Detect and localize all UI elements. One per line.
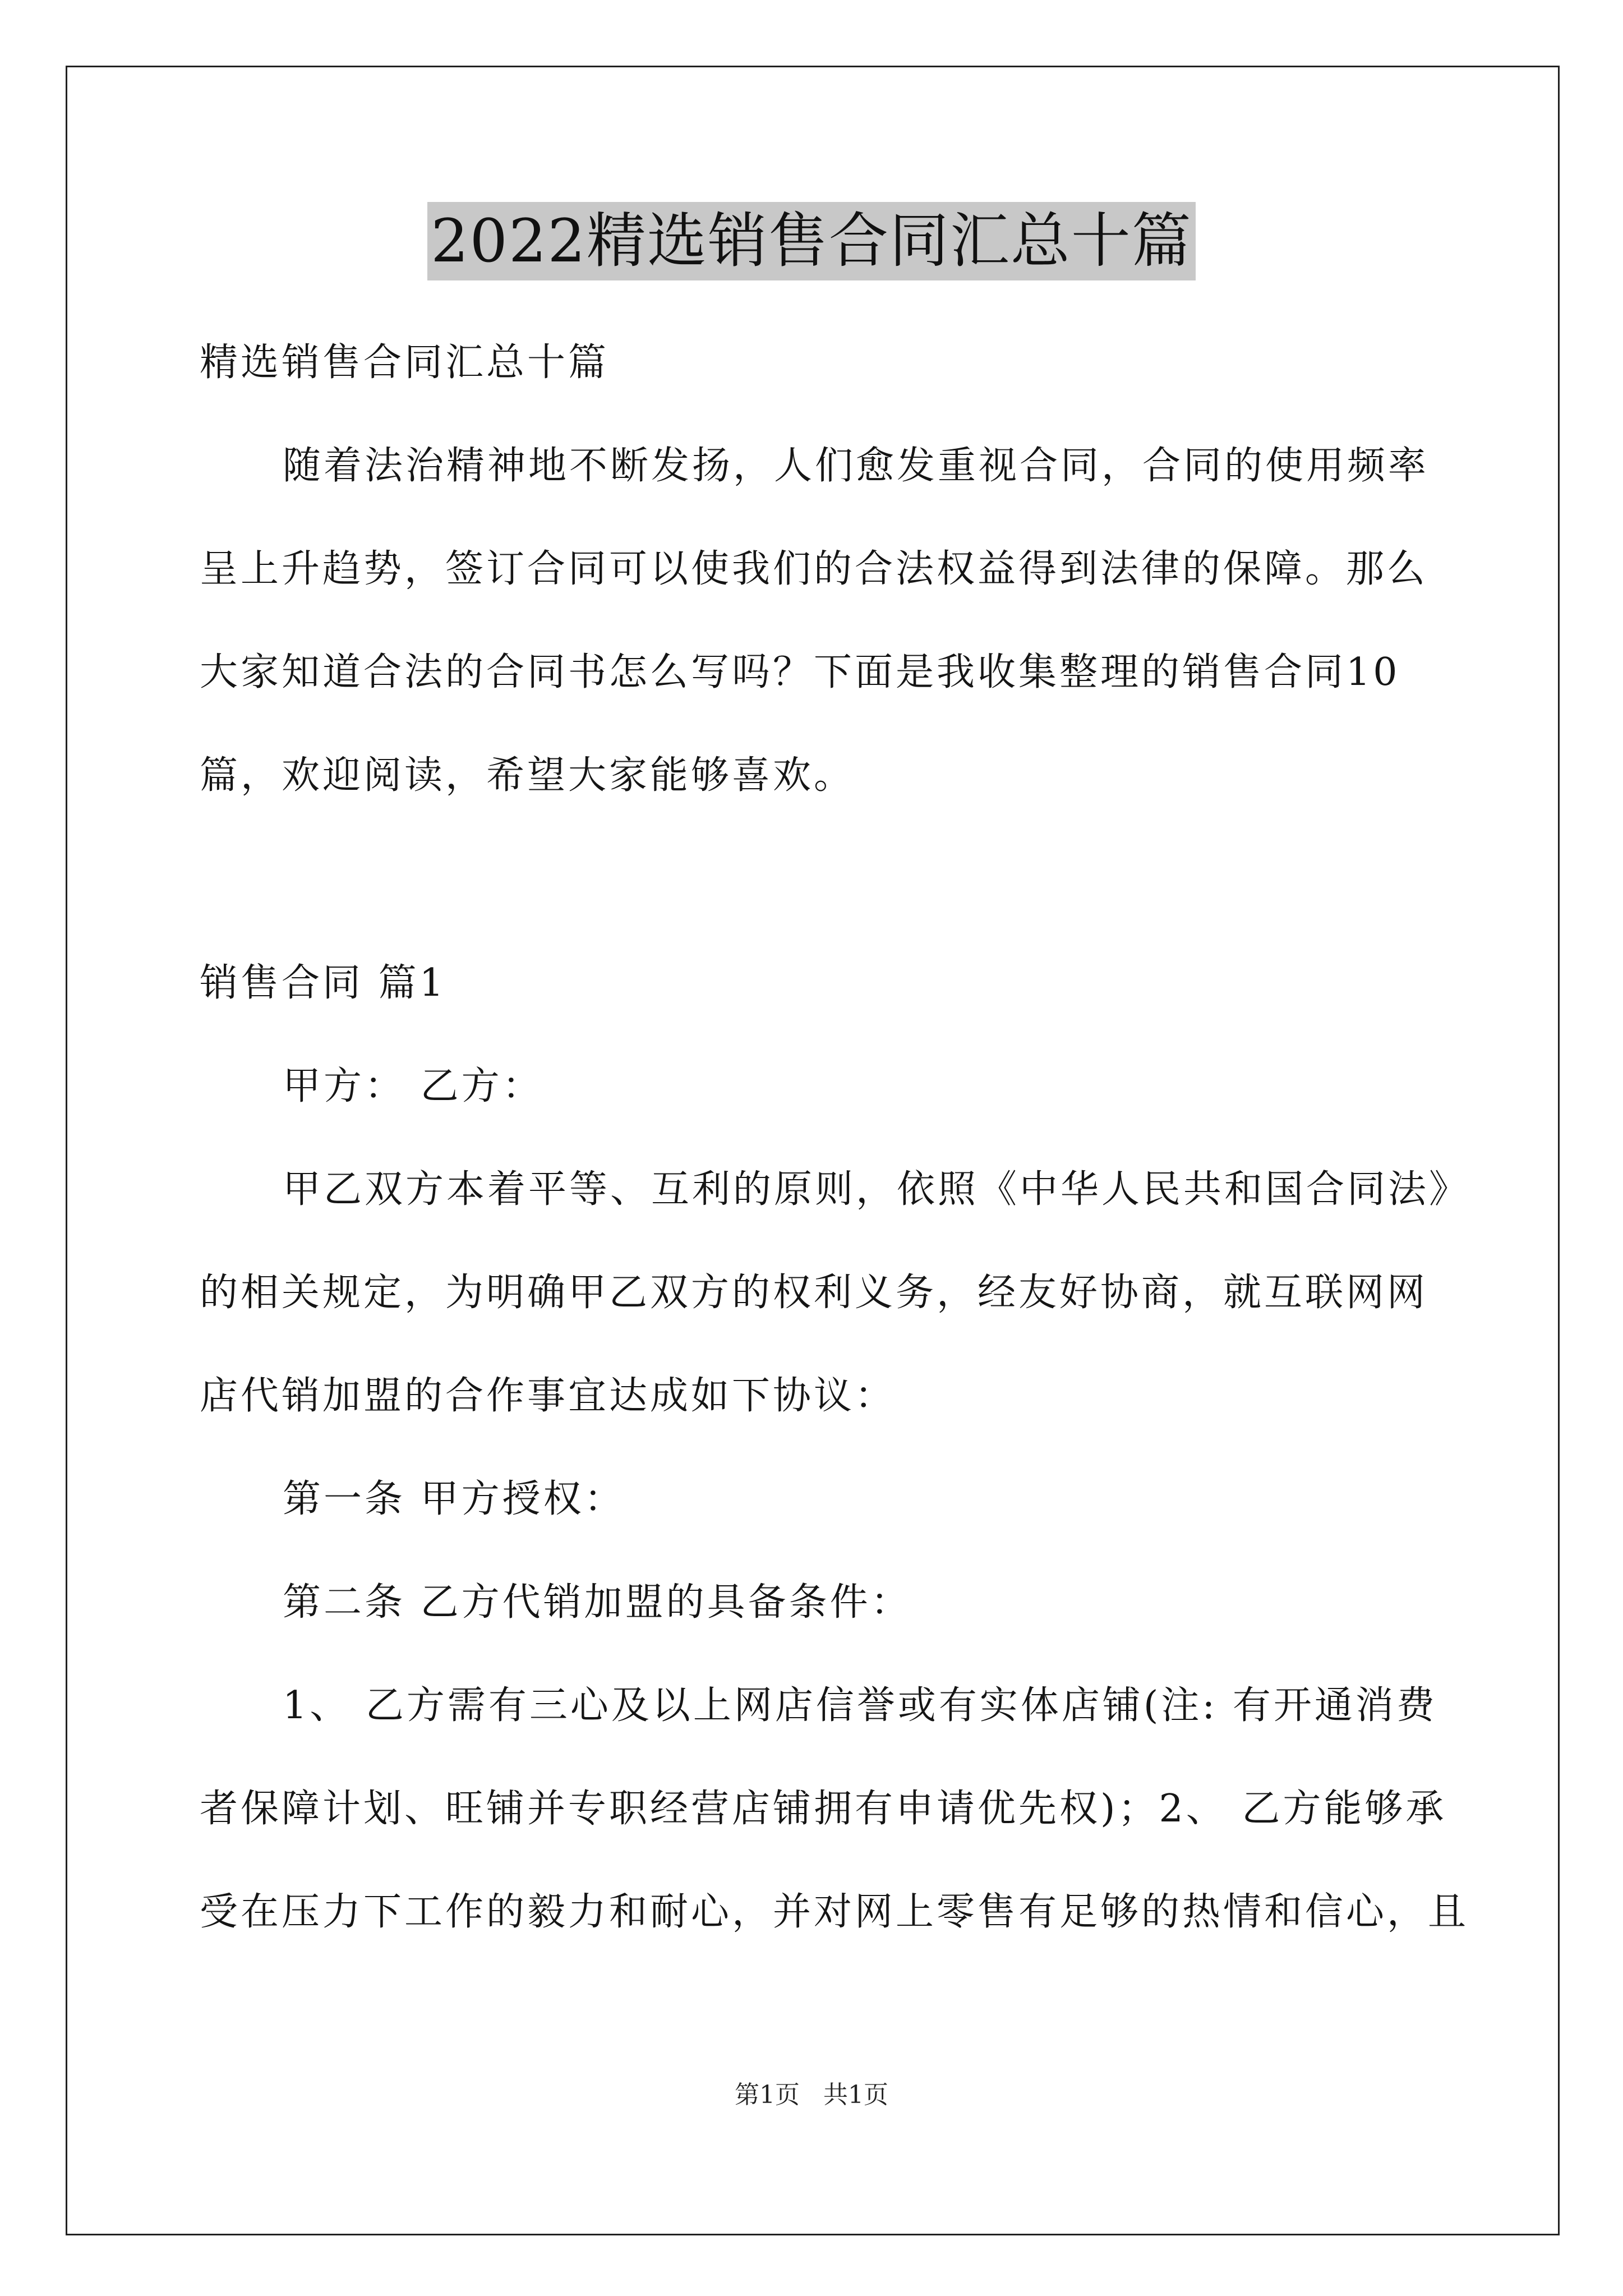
article-two: 第二条 乙方代销加盟的具备条件： [283, 1580, 912, 1625]
intro-line: 大家知道合法的合同书怎么写吗？下面是我收集整理的销售合同10 [200, 650, 1400, 694]
page-total: 共1页 [823, 2081, 888, 2109]
preamble-line: 甲乙双方本着平等、互利的原则，依照《中华人民共和国合同法》 [283, 1167, 1470, 1212]
condition-line: 受在压力下工作的毅力和耐心，并对网上零售有足够的热情和信心，且 [200, 1890, 1469, 1934]
title-container [0, 202, 1623, 280]
intro-line: 随着法治精神地不断发扬，人们愈发重视合同，合同的使用频率 [283, 444, 1430, 488]
intro-line: 呈上升趋势，签订合同可以使我们的合法权益得到法律的保障。那么 [200, 547, 1428, 591]
page-number: 第1页 [735, 2081, 800, 2109]
article-one: 第一条 甲方授权： [283, 1477, 625, 1521]
section-heading: 销售合同 篇1 [200, 961, 446, 1005]
section-gap [200, 827, 1433, 932]
condition-line: 1、 乙方需有三心及以上网店信誉或有实体店铺(注: 有开通消费 [283, 1683, 1437, 1728]
document-title: 2022精选销售合同汇总十篇 [427, 202, 1196, 280]
parties-line: 甲方： 乙方： [283, 1064, 543, 1108]
preamble-line: 的相关规定，为明确甲乙双方的权利义务，经友好协商，就互联网网 [200, 1271, 1428, 1315]
intro-line: 篇，欢迎阅读，希望大家能够喜欢。 [200, 753, 855, 798]
page-footer [0, 2078, 1623, 2112]
condition-line: 者保障计划、旺铺并专职经营店铺拥有申请优先权)；2、 乙方能够承 [200, 1787, 1447, 1831]
document-subtitle: 精选销售合同汇总十篇 [200, 341, 610, 385]
preamble-line: 店代销加盟的合作事宜达成如下协议： [200, 1374, 896, 1418]
document-body [200, 311, 1470, 1964]
